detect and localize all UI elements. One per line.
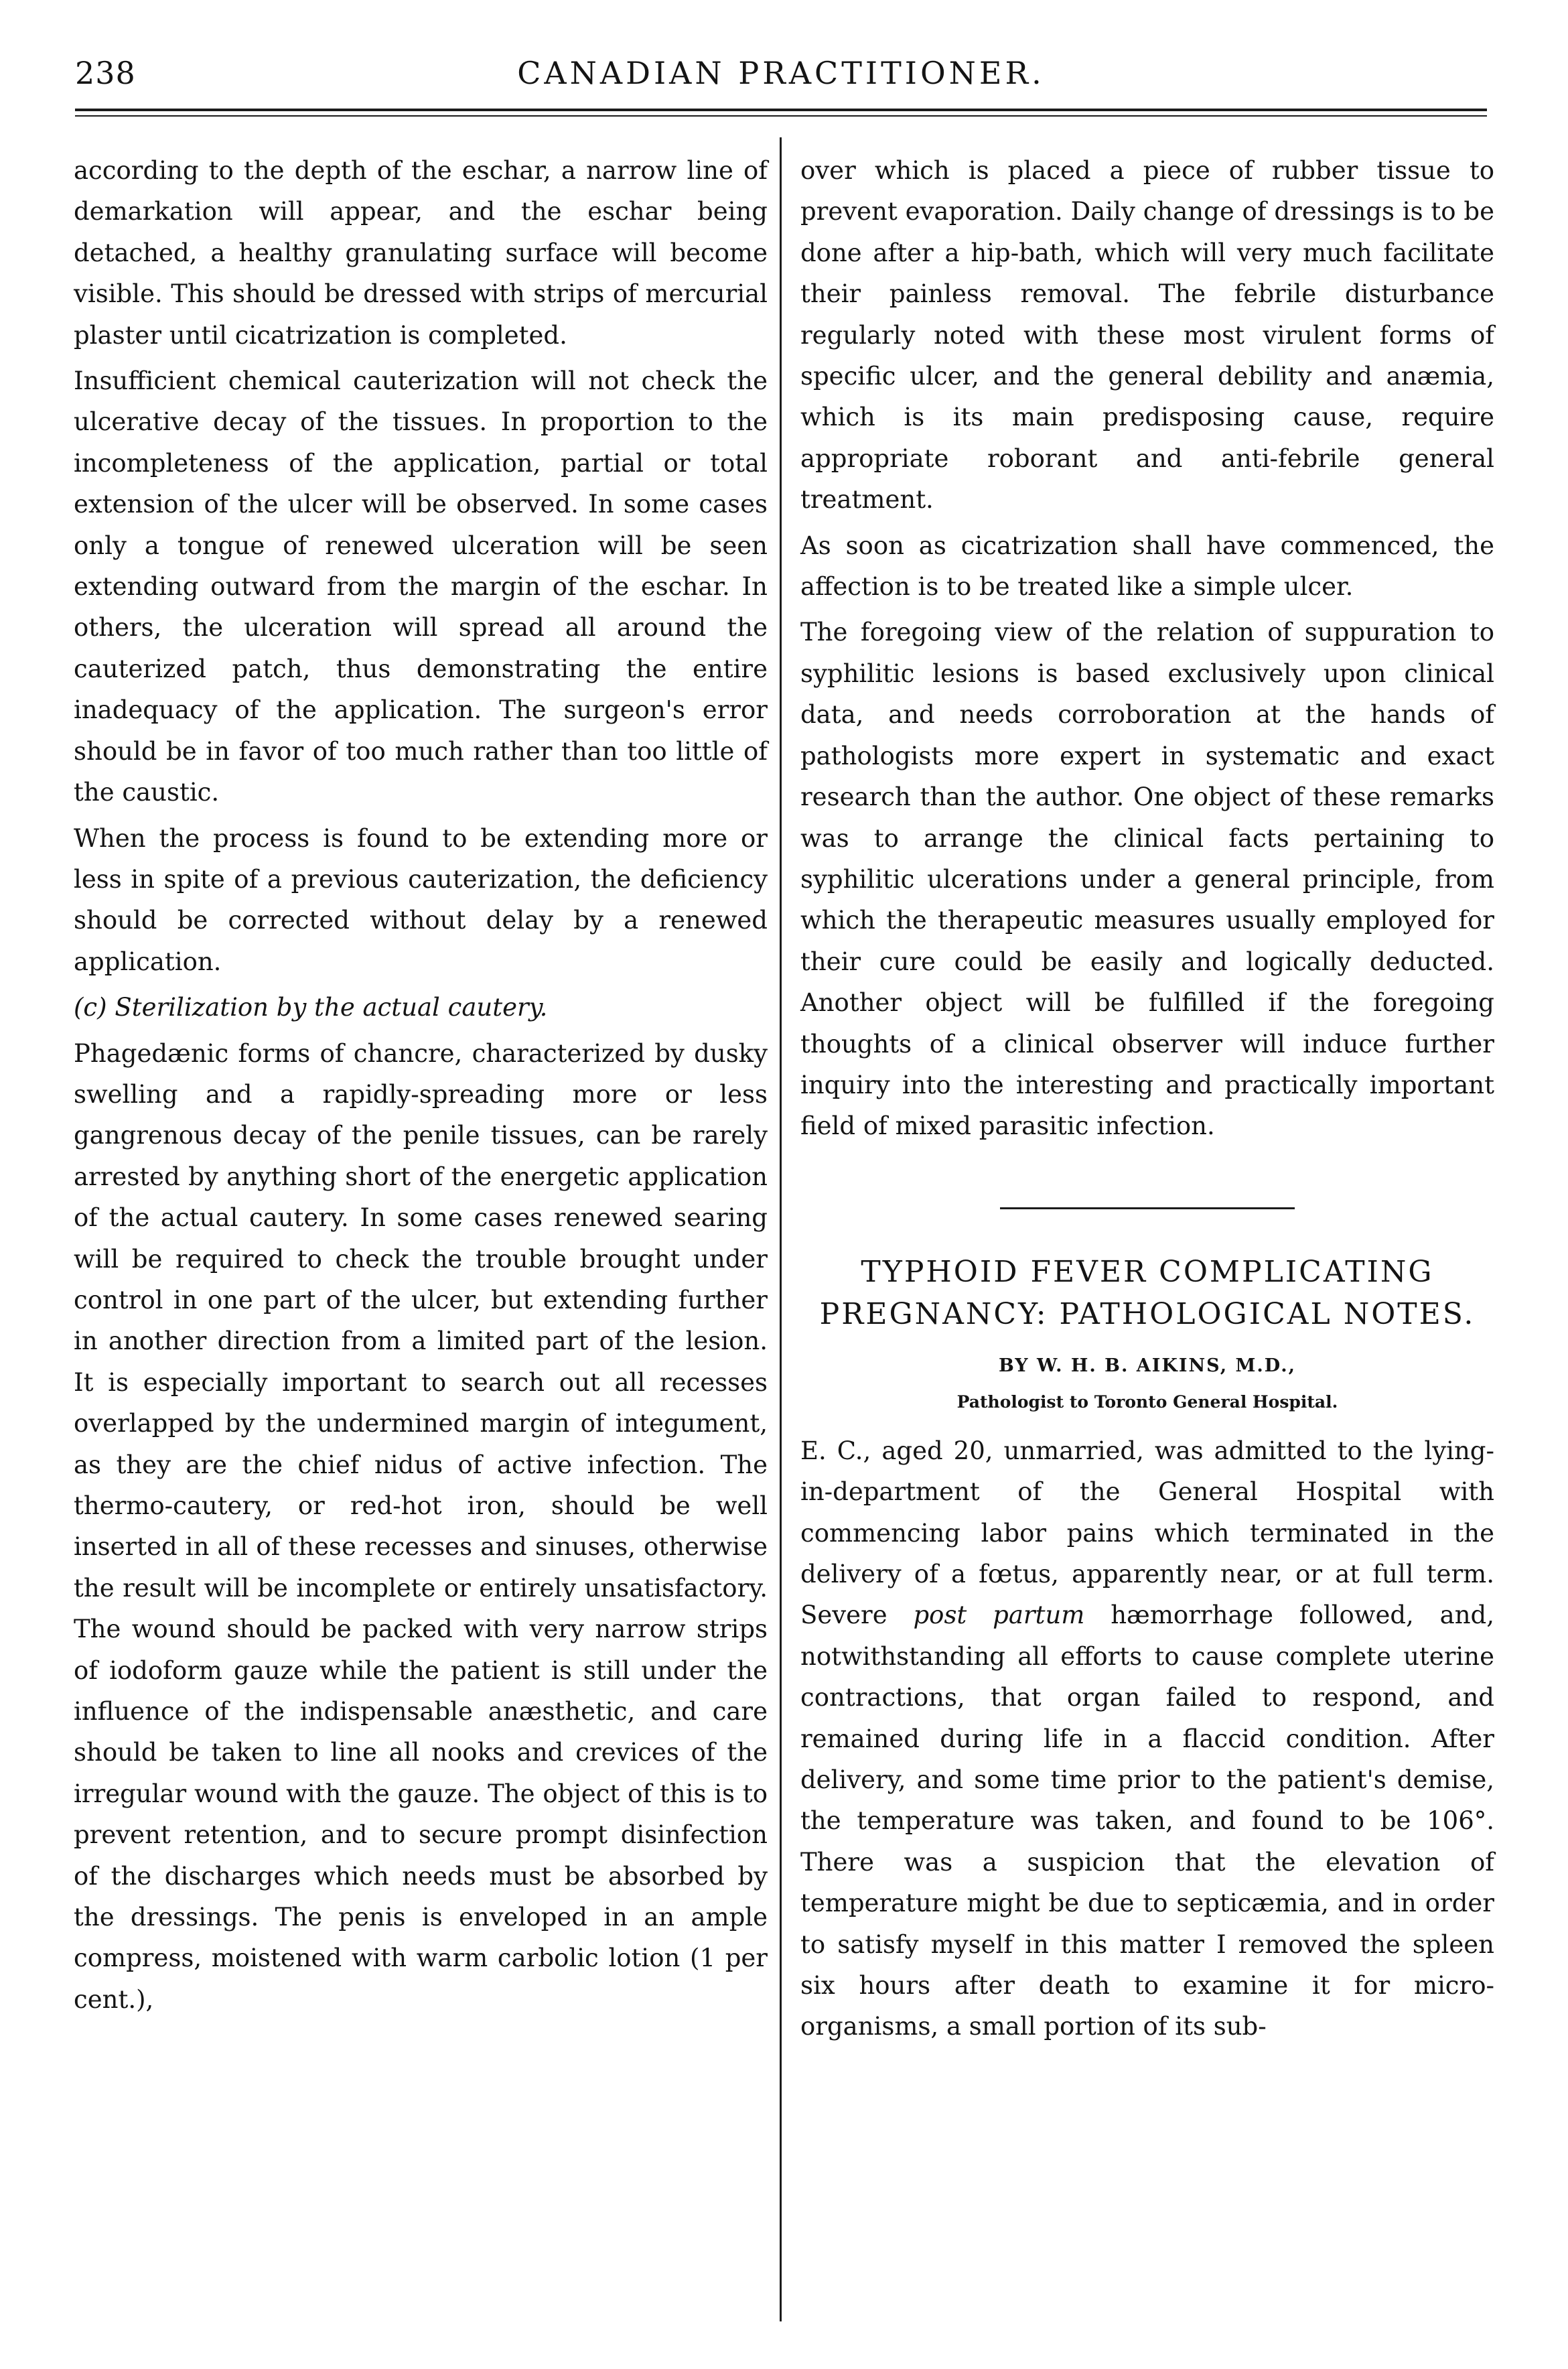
case-text-italic: post partum	[913, 1601, 1085, 1630]
right-paragraph-1: over which is placed a piece of rubber tissue to prevent evaporation. Daily change of dressings is to be done after a hip-bath, which will very much facilitate their painless removal. The febrile disturbance regularly noted with these most virulent forms of specific ulcer, and the general debility and anæmia, which is its main predisposing cause, require appropriate roborant and anti-febrile general treatment.	[800, 156, 1494, 515]
article-separator-rule	[1000, 1207, 1295, 1209]
page-number: 238	[75, 55, 136, 91]
right-paragraph-2: As soon as cicatrization shall have commenced, the affection is to be treated like a simple ulcer.	[800, 531, 1494, 602]
section-subheading: (c) Sterilization by the actual cautery.	[74, 993, 548, 1022]
case-text-part-1: E. C., aged 20, unmarried, was admitted to the lying-in-department of the General Hospital with commencing labor pains which terminated in the delivery of a fœtus, apparently near, or at full term. Severe	[800, 1436, 1494, 1630]
author-affiliation: Pathologist to Toronto General Hospital.	[956, 1392, 1338, 1412]
left-paragraph-3: When the process is found to be extending more or less in spite of a previous cauterization, the deficiency should be corrected without delay by a renewed application.	[74, 823, 768, 976]
running-head: CANADIAN PRACTITIONER.	[517, 55, 1045, 91]
left-paragraph-4: Phagedænic forms of chancre, characterized by dusky swelling and a rapidly-spreading more or less gangrenous decay of the penile tissues, can be rarely arrested by anything short of the energetic application of the actual cautery. In some cases renewed searing will be required to check the trouble brought under control in one part of the ulcer, but extending further in another direction from a limited part of the lesion. It is especially important to search out all recesses overlapped by the undermined margin of integument, as they are the chief nidus of active infection. The thermo-cautery, or red-hot iron, should be well inserted in all of these recesses and sinuses, otherwise the result will be incomplete or entirely unsatisfactory. The wound should be packed with very narrow strips of iodoform gauze while the patient is still under the influence of the indispensable anæsthetic, and care should be taken to line all nooks and crevices of the irregular wound with the gauze. The object of this is to prevent retention, and to secure prompt disinfection of the discharges which needs must be absorbed by the dressings. The penis is enveloped in an ample compress, moistened with warm carbolic lotion (1 per cent.),	[74, 1038, 768, 2014]
article-title: TYPHOID FEVER COMPLICATING PREGNANCY: PATHOLOGICAL NOTES.	[819, 1254, 1476, 1331]
right-column	[800, 150, 1494, 2052]
page-header	[75, 55, 1487, 95]
case-text-part-2: hæmorrhage followed, and, notwithstanding all efforts to cause complete uterine contractions, that organ failed to respond, and remained during life in a flaccid condition. After delivery, and some time prior to the patient's demise, the temperature was taken, and found to be 106°. There was a suspicion that the elevation of temperature might be due to septicæmia, and in order to satisfy myself in this matter I removed the spleen six hours after death to examine it for micro-organisms, a small portion of its sub-	[800, 1601, 1495, 2041]
left-column	[74, 150, 768, 2025]
right-paragraph-4	[800, 1430, 1494, 2047]
header-rule-thin	[75, 115, 1487, 117]
article-byline: BY W. H. B. AIKINS, M.D.,	[998, 1355, 1297, 1376]
header-rule-thick	[75, 109, 1487, 111]
left-paragraph-1: according to the depth of the eschar, a narrow line of demarkation will appear, and the eschar being detached, a healthy granulating surface will become visible. This should be dressed with strips of mercurial plaster until cicatrization is completed.	[74, 156, 768, 350]
right-paragraph-3: The foregoing view of the relation of suppuration to syphilitic lesions is based exclusively upon clinical data, and needs corroboration at the hands of pathologists more expert in systematic and exact research than the author. One object of these remarks was to arrange the clinical facts pertaining to syphilitic ulcerations under a general principle, from which the therapeutic measures usually employed for their cure could be easily and logically deducted. Another object will be fulfilled if the foregoing thoughts of a clinical observer will induce further inquiry into the interesting and practically important field of mixed parasitic infection.	[800, 618, 1494, 1141]
column-divider	[780, 137, 782, 2321]
left-paragraph-2: Insufficient chemical cauterization will not check the ulcerative decay of the tissues. In proportion to the incompleteness of the application, partial or total extension of the ulcer will be observed. In some cases only a tongue of renewed ulceration will be seen extending outward from the margin of the eschar. In others, the ulceration will spread all around the cauterized patch, thus demonstrating the entire inadequacy of the application. The surgeon's error should be in favor of too much rather than too little of the caustic.	[74, 366, 768, 807]
